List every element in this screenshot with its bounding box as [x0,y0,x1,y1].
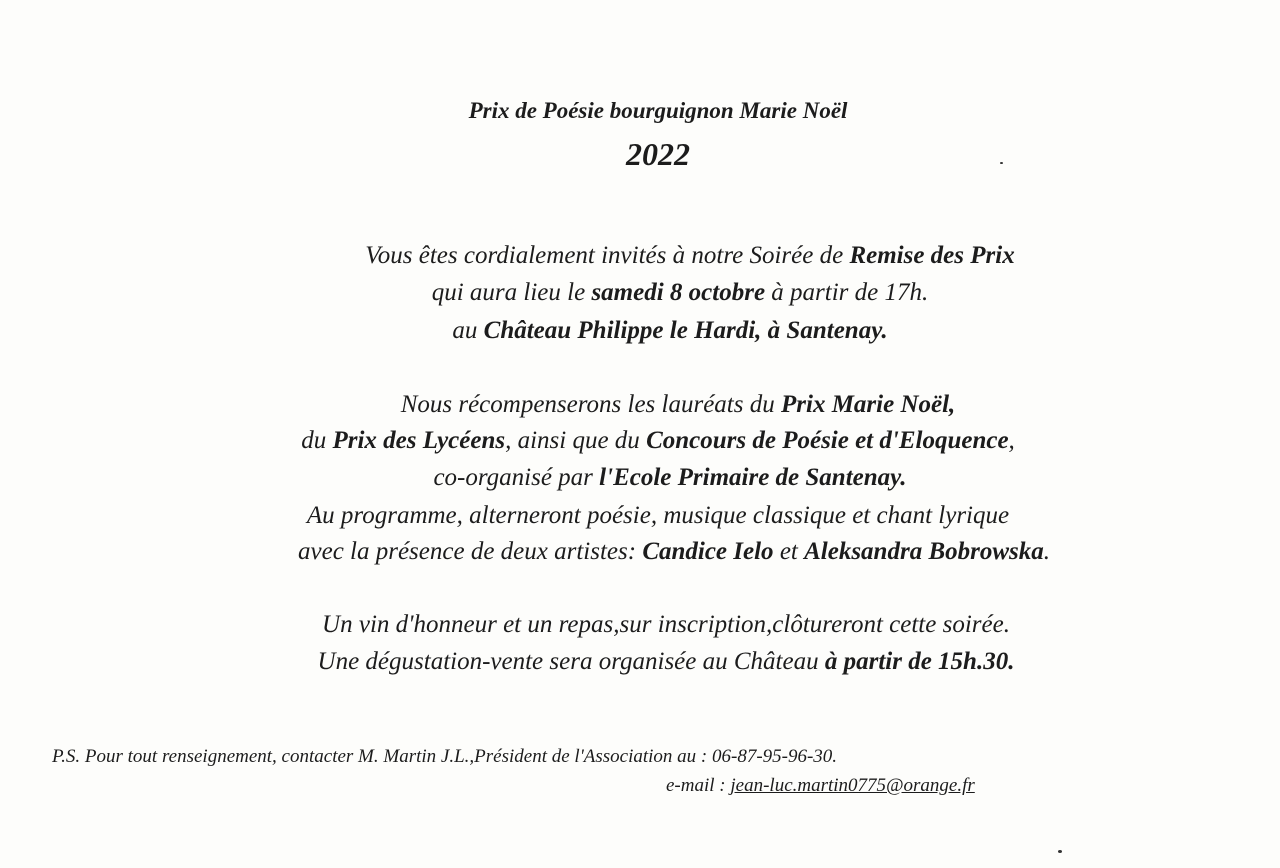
ceremony-name: Remise des Prix [849,242,1015,269]
program-text: et [773,538,805,565]
closing-text: Une dégustation-vente sera organisée au Château [317,648,825,675]
program-text: . [1043,538,1050,565]
tasting-time: à partir de 15h.30. [824,648,1015,675]
artist-name: Aleksandra Bobrowska [804,538,1044,565]
email-line [666,776,975,795]
closing-text: Un vin d'honneur et un repas,sur inscription,clôtureront cette soirée. [322,611,1010,638]
email-label: e-mail : [666,775,731,796]
invitation-text: Vous êtes cordialement invités à notre Soirée de [365,242,850,269]
program-line-3 [30,465,1280,490]
program-text: du [301,427,333,454]
event-title-text: Prix de Poésie bourguignon Marie Noël [468,98,848,123]
prize-lyceens: Prix des Lycéens [332,427,506,454]
contest-name: Concours de Poésie et d'Eloquence [646,427,1009,454]
invitation-line-3 [30,318,1280,343]
prize-marie-noel: Prix Marie Noël, [781,391,956,418]
invitation-text: au [452,317,484,344]
artist-name: Candice Ielo [642,538,774,565]
scan-speck [1058,850,1062,853]
event-title [18,99,1280,122]
program-line-1 [38,392,1280,417]
invitation-text: qui aura lieu le [431,279,592,306]
closing-line-1 [26,612,1280,637]
invitation-line-1 [50,243,1280,268]
closing-line-2 [26,649,1280,674]
event-year [18,138,1280,170]
invitation-line-2 [40,280,1280,305]
program-text: co-organisé par [433,464,600,491]
program-line-4 [18,503,1280,528]
event-time: à partir de 17h. [765,279,929,306]
postscript [52,747,837,766]
postscript-text: P.S. Pour tout renseignement, contacter M. Martin J.L.,Président de l'Association au : 06-87-95-96-30. [52,746,838,767]
program-text: avec la présence de deux artistes: [298,538,643,565]
program-text: Nous récompenserons les lauréats du [400,391,781,418]
program-line-2 [18,428,1280,453]
event-date: samedi 8 octobre [591,279,766,306]
program-text: Au programme, alterneront poésie, musique classique et chant lyrique [306,502,1010,529]
school-name: l'Ecole Primaire de Santenay. [599,464,907,491]
event-venue: Château Philippe le Hardi, à Santenay. [483,317,888,344]
program-text: , [1008,427,1015,454]
email-link[interactable]: jean-luc.martin0775@orange.fr [730,775,975,796]
program-text: , ainsi que du [505,427,647,454]
program-line-5 [34,539,1280,564]
scan-speck [1000,162,1003,164]
event-year-text: 2022 [626,136,690,172]
